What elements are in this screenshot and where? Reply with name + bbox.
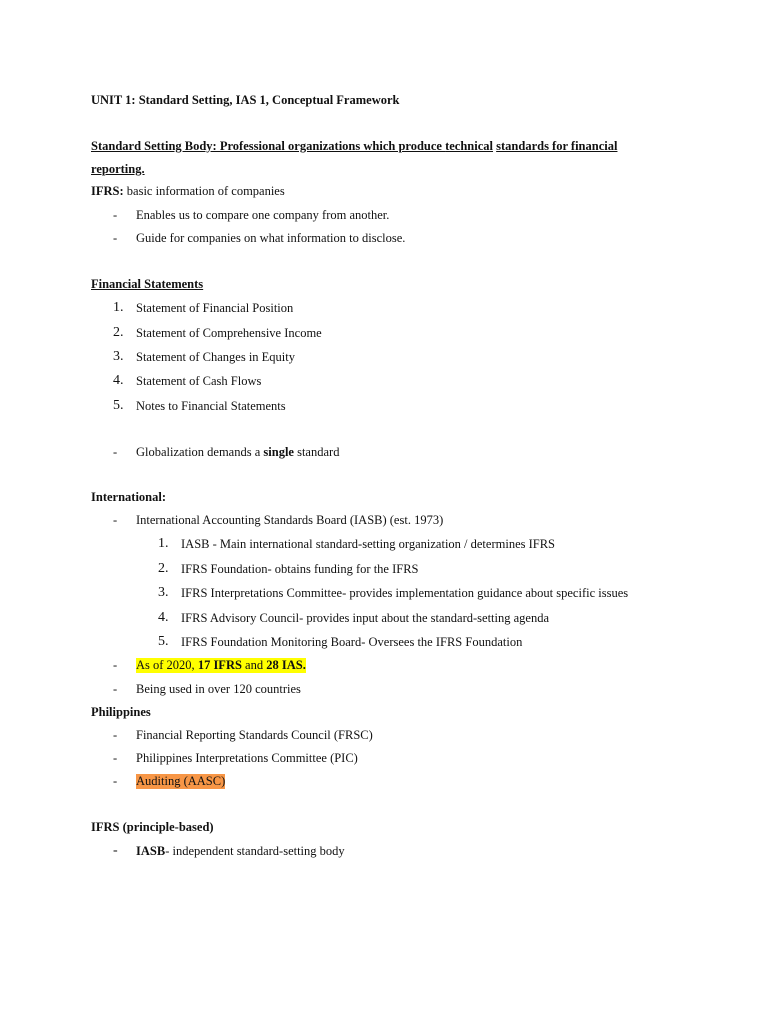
ssb-part1: Standard Setting Body: Professional organizations which produce (91, 139, 446, 153)
asof-ifrs: 17 IFRS (197, 658, 242, 672)
principle-bold: IASB (136, 844, 166, 858)
intl-item-text: IASB - Main international standard-setting organization / determines IFRS (181, 537, 556, 551)
intl-item-num: 5. (158, 634, 169, 649)
fs-item-text: Statement of Financial Position (136, 301, 294, 315)
dash: - (113, 231, 118, 245)
ssb-definition-line1 (91, 139, 617, 154)
globalization-text (136, 445, 339, 460)
asof-highlight (136, 658, 306, 673)
ssb-part2: technical (445, 139, 494, 153)
ifrs-label: IFRS: (91, 184, 124, 198)
ifrs-bullet-text: Guide for companies on what information to disclose. (136, 231, 406, 245)
dash: - (113, 843, 118, 858)
asof-ias: 28 IAS. (266, 658, 306, 672)
intl-item-text: IFRS Foundation Monitoring Board- Oversees the IFRS Foundation (181, 635, 523, 649)
principle-text (136, 844, 345, 859)
ssb-part3: standards for financial (496, 139, 618, 153)
dash: - (113, 658, 118, 672)
globalization-bold: single (263, 445, 294, 459)
fs-item-text: Statement of Comprehensive Income (136, 326, 322, 340)
dash: - (113, 682, 118, 696)
fs-item-num: 3. (113, 349, 124, 364)
dash: - (113, 513, 118, 527)
ifrs-definition (91, 184, 285, 199)
dash: - (113, 728, 118, 742)
countries-text: Being used in over 120 countries (136, 682, 301, 696)
fs-item-num: 2. (113, 325, 124, 340)
principle-rest: - independent standard-setting body (165, 844, 345, 858)
principle-heading: IFRS (principle-based) (91, 820, 214, 834)
ph-item-text-highlight: Auditing (AASC) (136, 774, 226, 788)
fs-item-text: Statement of Cash Flows (136, 374, 262, 388)
ifrs-bullet-text: Enables us to compare one company from another. (136, 208, 390, 222)
intl-item-num: 3. (158, 585, 169, 600)
philippines-heading: Philippines (91, 705, 151, 719)
dash: - (113, 774, 118, 788)
intl-item-num: 4. (158, 610, 169, 625)
intl-item-num: 2. (158, 561, 169, 576)
fs-heading: Financial Statements (91, 277, 204, 291)
intl-item-text: IFRS Interpretations Committee- provides implementation guidance about specific issues (181, 586, 629, 600)
intl-item-num: 1. (158, 536, 169, 551)
asof-pre: As of 2020, (136, 658, 198, 672)
ifrs-text: basic information of companies (123, 184, 285, 198)
asof-mid: and (241, 658, 267, 672)
globalization-pre: Globalization demands a (136, 445, 264, 459)
document-title: UNIT 1: Standard Setting, IAS 1, Conceptual Framework (91, 93, 400, 107)
international-heading: International: (91, 490, 166, 504)
fs-item-num: 4. (113, 373, 124, 388)
iasb-text: International Accounting Standards Board (IASB) (est. 1973) (136, 513, 444, 527)
fs-item-num: 5. (113, 398, 124, 413)
intl-item-text: IFRS Foundation- obtains funding for the IFRS (181, 562, 419, 576)
globalization-post: standard (293, 445, 340, 459)
ph-item-text: Philippines Interpretations Committee (PIC) (136, 751, 358, 765)
dash: - (113, 208, 118, 222)
dash: - (113, 445, 118, 459)
ssb-definition-line2: reporting. (91, 162, 145, 176)
intl-item-text: IFRS Advisory Council- provides input about the standard-setting agenda (181, 611, 550, 625)
fs-item-text: Notes to Financial Statements (136, 399, 286, 413)
dash: - (113, 751, 118, 765)
ph-item-text: Financial Reporting Standards Council (FRSC) (136, 728, 373, 742)
fs-item-num: 1. (113, 300, 124, 315)
fs-item-text: Statement of Changes in Equity (136, 350, 296, 364)
